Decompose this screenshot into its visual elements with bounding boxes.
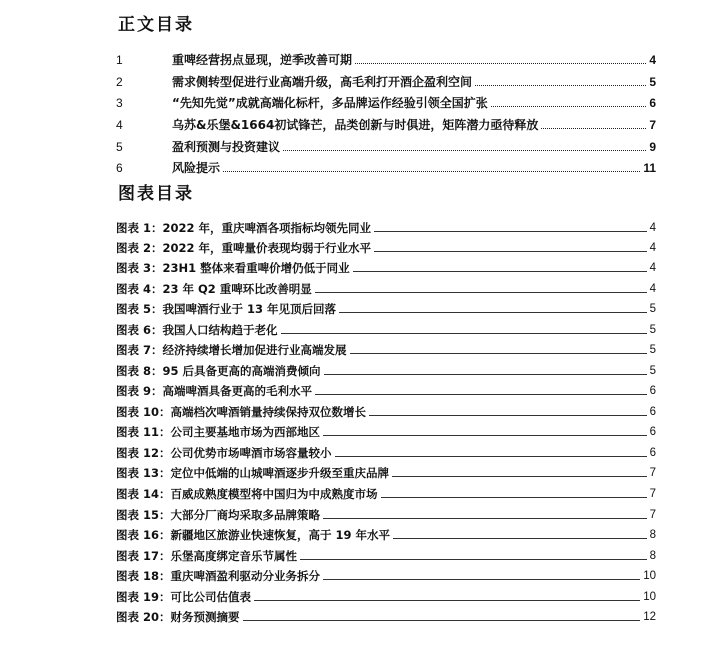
figure-entry-7[interactable] <box>116 340 656 358</box>
figure-entry-label: 图表 2： <box>116 241 163 255</box>
toc-entry-text: 需求侧转型促进行业高端升级，高毛利打开酒企盈利空间 <box>172 75 473 89</box>
toc-entry-number: 3 <box>116 96 123 110</box>
figure-entry-page: 5 <box>649 303 656 315</box>
leader-line <box>243 620 641 621</box>
figure-entry-text: 新疆地区旅游业快速恢复，高于 19 年水平 <box>170 528 391 542</box>
figure-entry-page: 10 <box>643 570 656 582</box>
figure-entry-20[interactable] <box>116 607 656 625</box>
figure-entry-19[interactable] <box>116 587 656 605</box>
toc-entry-6[interactable] <box>116 156 656 176</box>
leader-line <box>300 559 647 560</box>
figure-entry-text: 可比公司估值表 <box>170 590 252 604</box>
leader-line <box>339 312 647 313</box>
leader-line <box>353 271 647 272</box>
figure-entry-text: 2022 年，重庆啤酒各项指标均领先同业 <box>162 221 372 235</box>
figure-entry-text: 23 年 Q2 重啤环比改善明显 <box>162 282 312 296</box>
figure-entry-page: 4 <box>649 242 656 254</box>
leader-dots <box>355 63 646 64</box>
figure-entry-text: 95 后具备更高的高端消费倾向 <box>162 364 321 378</box>
figure-entry-label: 图表 8： <box>116 364 163 378</box>
figure-entry-label: 图表 18： <box>116 569 171 583</box>
figure-entry-text: 大部分厂商均采取多品牌策略 <box>170 508 321 522</box>
toc-entry-page: 9 <box>649 140 656 154</box>
toc-entry-text: 盈利预测与投资建议 <box>172 140 281 154</box>
figure-entry-6[interactable] <box>116 320 656 338</box>
figure-entry-text: 高端啤酒具备更高的毛利水平 <box>162 384 313 398</box>
leader-line <box>323 518 647 519</box>
figure-entry-page: 12 <box>643 611 656 623</box>
figure-entry-label: 图表 12： <box>116 446 171 460</box>
toc-entry-text: “先知先觉”成就高端化标杆，多品牌运作经验引领全国扩张 <box>172 96 488 110</box>
figure-entry-text: 定位中低端的山城啤酒逐步升级至重庆品牌 <box>170 466 390 480</box>
leader-line <box>323 435 647 436</box>
leader-line <box>335 456 647 457</box>
toc-entry-page: 7 <box>649 118 656 132</box>
figure-entry-9[interactable] <box>116 381 656 399</box>
figure-entry-page: 7 <box>649 509 656 521</box>
toc-entry-2[interactable] <box>116 70 656 90</box>
toc-entry-text: 乌苏&乐堡&1664初试锋芒，品类创新与时俱进，矩阵潜力亟待释放 <box>172 118 539 132</box>
figures-title: 图表目录 <box>118 184 194 204</box>
figure-entry-text: 重庆啤酒盈利驱动分业务拆分 <box>170 569 321 583</box>
leader-dots <box>223 171 640 172</box>
figure-entry-text: 乐堡高度绑定音乐节属性 <box>170 549 298 563</box>
toc-entry-page: 4 <box>649 53 656 67</box>
figure-entry-4[interactable] <box>116 279 656 297</box>
figure-entry-text: 财务预测摘要 <box>170 610 240 624</box>
figure-entry-label: 图表 5： <box>116 302 163 316</box>
figure-entry-text: 公司主要基地市场为西部地区 <box>170 425 321 439</box>
figure-entry-page: 10 <box>643 591 656 603</box>
figure-entry-12[interactable] <box>116 443 656 461</box>
figure-entry-5[interactable] <box>116 299 656 317</box>
figure-entry-text: 公司优势市场啤酒市场容量较小 <box>170 446 332 460</box>
figure-entry-label: 图表 7： <box>116 343 163 357</box>
figure-entry-page: 5 <box>649 324 656 336</box>
figure-entry-label: 图表 13： <box>116 466 171 480</box>
figure-entry-label: 图表 4： <box>116 282 163 296</box>
figure-entry-label: 图表 20： <box>116 610 171 624</box>
toc-entry-number: 2 <box>116 75 123 89</box>
figure-entry-page: 8 <box>649 550 656 562</box>
leader-line <box>254 600 640 601</box>
leader-line <box>323 579 640 580</box>
leader-line <box>315 292 647 293</box>
figure-entry-label: 图表 11： <box>116 425 171 439</box>
figure-entry-page: 5 <box>649 365 656 377</box>
figure-entry-page: 6 <box>649 426 656 438</box>
figure-entry-label: 图表 17： <box>116 549 171 563</box>
figure-entry-text: 百威成熟度模型将中国归为中成熟度市场 <box>170 487 378 501</box>
toc-entry-text: 风险提示 <box>172 161 221 175</box>
figure-entry-text: 2022 年，重啤量价表现均弱于行业水平 <box>162 241 372 255</box>
leader-line <box>369 415 647 416</box>
figure-entry-text: 经济持续增长增加促进行业高端发展 <box>162 343 347 357</box>
toc-entry-number: 4 <box>116 118 123 132</box>
figure-entry-page: 6 <box>649 406 656 418</box>
toc-entry-page: 6 <box>649 96 656 110</box>
figure-entry-1[interactable] <box>116 218 656 236</box>
leader-line <box>350 353 647 354</box>
leader-dots <box>475 85 646 86</box>
leader-line <box>374 231 647 232</box>
leader-line <box>281 333 647 334</box>
toc-entry-4[interactable] <box>116 113 656 133</box>
leader-line <box>393 538 647 539</box>
leader-line <box>324 374 647 375</box>
toc-entry-3[interactable] <box>116 91 656 111</box>
figure-entry-page: 7 <box>649 467 656 479</box>
figure-entry-label: 图表 6： <box>116 323 163 337</box>
toc-title: 正文目录 <box>118 15 194 35</box>
figure-entry-label: 图表 15： <box>116 508 171 522</box>
figure-entry-page: 6 <box>649 447 656 459</box>
figure-entry-text: 高端档次啤酒销量持续保持双位数增长 <box>170 405 367 419</box>
figure-entry-15[interactable] <box>116 505 656 523</box>
leader-dots <box>541 128 646 129</box>
figure-entry-page: 5 <box>649 344 656 356</box>
figure-entry-page: 4 <box>649 262 656 274</box>
toc-entry-text: 重啤经营拐点显现，逆季改善可期 <box>172 53 353 67</box>
figure-entry-page: 7 <box>649 488 656 500</box>
figure-entry-label: 图表 1： <box>116 221 163 235</box>
figure-entry-16[interactable] <box>116 525 656 543</box>
leader-line <box>315 394 647 395</box>
figure-entry-11[interactable] <box>116 422 656 440</box>
figure-entry-page: 8 <box>649 529 656 541</box>
figure-entry-2[interactable] <box>116 238 656 256</box>
figure-entry-text: 我国啤酒行业于 13 年见顶后回落 <box>162 302 337 316</box>
toc-entry-page: 11 <box>643 161 656 175</box>
figure-entry-page: 6 <box>649 385 656 397</box>
toc-entry-1[interactable] <box>116 48 656 68</box>
figure-entry-3[interactable] <box>116 258 656 276</box>
leader-line <box>392 476 647 477</box>
figure-entry-14[interactable] <box>116 484 656 502</box>
figure-entry-8[interactable] <box>116 361 656 379</box>
figure-entry-label: 图表 14： <box>116 487 171 501</box>
leader-dots <box>491 106 647 107</box>
figure-entry-label: 图表 16： <box>116 528 171 542</box>
toc-entry-number: 1 <box>116 53 123 67</box>
figure-entry-page: 4 <box>649 283 656 295</box>
figure-entry-text: 23H1 整体来看重啤价增仍低于同业 <box>162 261 350 275</box>
toc-entry-number: 6 <box>116 161 123 175</box>
toc-entry-5[interactable] <box>116 135 656 155</box>
figure-entry-18[interactable] <box>116 566 656 584</box>
figure-entry-13[interactable] <box>116 463 656 481</box>
figure-entry-label: 图表 9： <box>116 384 163 398</box>
figure-entry-10[interactable] <box>116 402 656 420</box>
figure-entry-page: 4 <box>649 222 656 234</box>
figure-entry-text: 我国人口结构趋于老化 <box>162 323 278 337</box>
leader-line <box>374 251 647 252</box>
figure-entry-label: 图表 10： <box>116 405 171 419</box>
toc-entry-number: 5 <box>116 140 123 154</box>
figure-entry-17[interactable] <box>116 546 656 564</box>
figure-entry-label: 图表 19： <box>116 590 171 604</box>
figure-entry-label: 图表 3： <box>116 261 163 275</box>
leader-line <box>381 497 647 498</box>
toc-entry-page: 5 <box>649 75 656 89</box>
leader-dots <box>283 150 646 151</box>
